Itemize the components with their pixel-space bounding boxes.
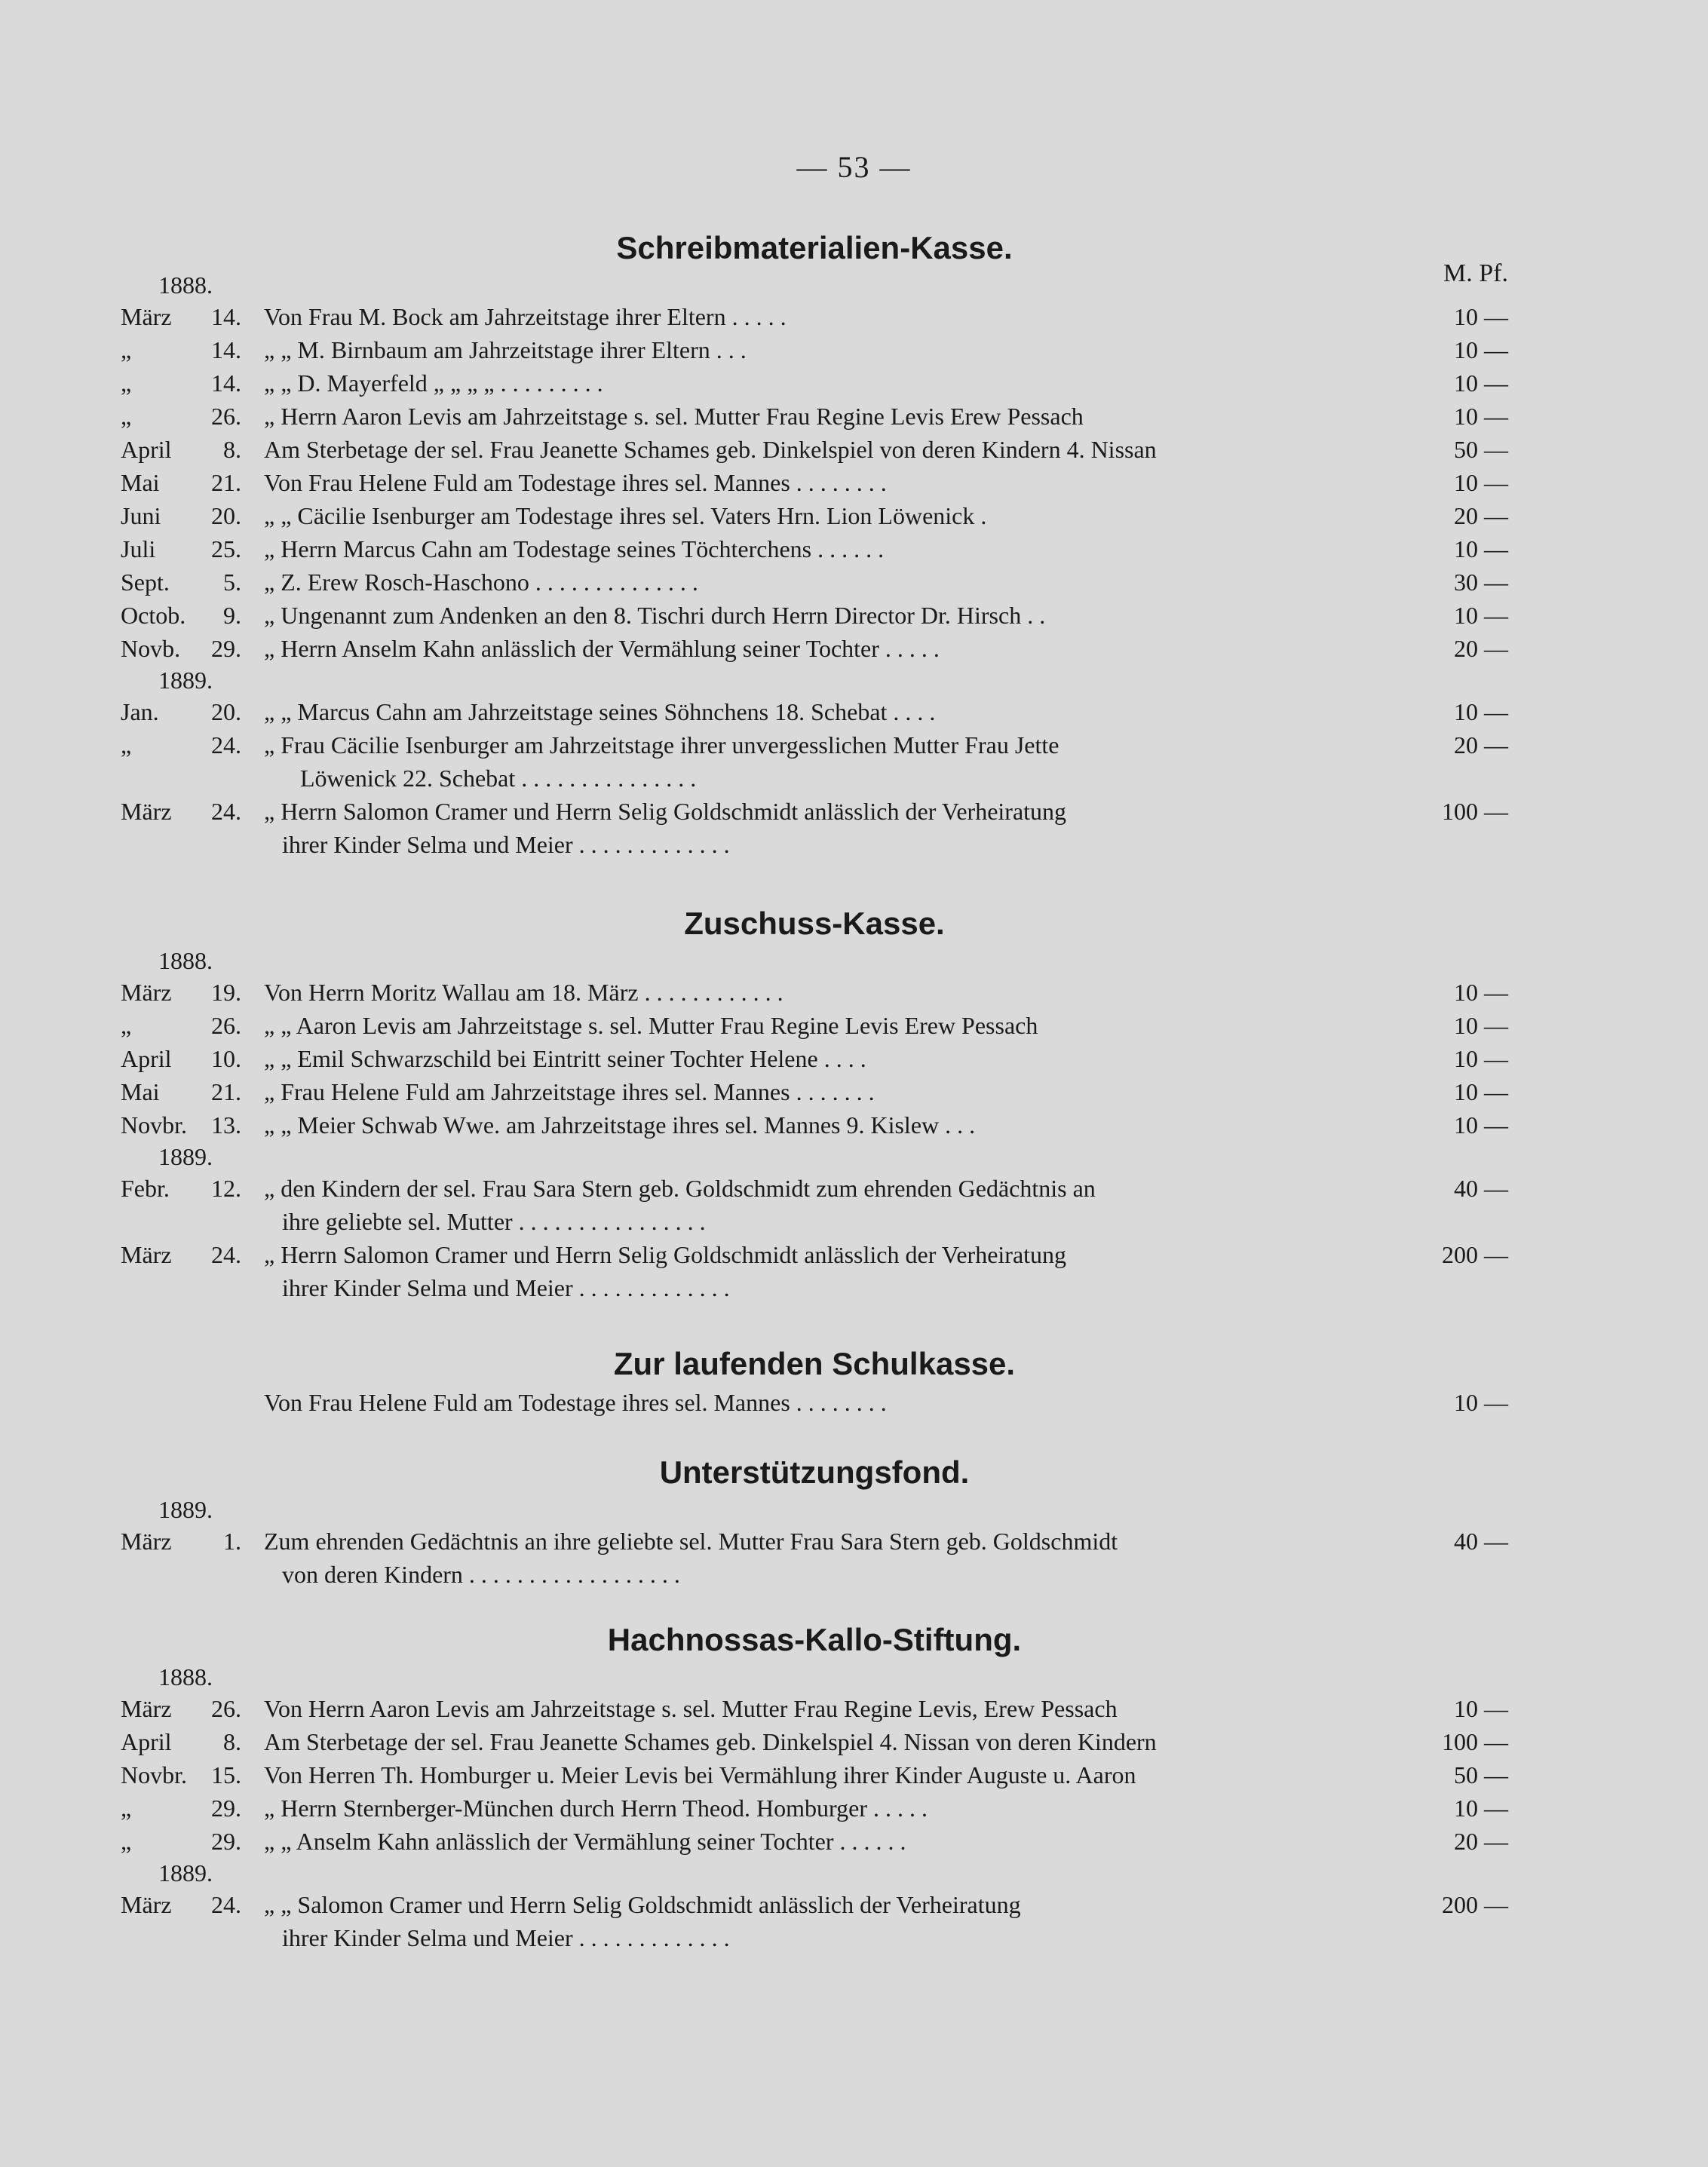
entry-amount: 10 — bbox=[1454, 1695, 1508, 1722]
entry-month: Octob. bbox=[121, 602, 186, 629]
entry-month: März bbox=[121, 1528, 172, 1555]
entry-amount: 10 — bbox=[1454, 602, 1508, 629]
entry-description: „ „ Cäcilie Isenburger am Todestage ihres sel. Vaters Hrn. Lion Löwenick . bbox=[264, 502, 987, 529]
entry-description: Von Herren Th. Homburger u. Meier Levis bei Vermählung ihrer Kinder Auguste u. Aaron bbox=[264, 1761, 1136, 1788]
entry-day: 14. bbox=[211, 369, 241, 397]
entry-description: „ „ Emil Schwarzschild bei Eintritt seiner Tochter Helene . . . . bbox=[264, 1045, 866, 1072]
section-unterstuetzungsfond bbox=[121, 1451, 1508, 1591]
section-title: Hachnossas-Kallo-Stiftung. bbox=[607, 1622, 1022, 1657]
ledger-row bbox=[121, 566, 1508, 599]
year-label: 1889. bbox=[158, 667, 213, 694]
entry-month: April bbox=[121, 436, 172, 463]
entry-amount: 50 — bbox=[1454, 436, 1508, 463]
entry-day: 19. bbox=[211, 979, 241, 1006]
ledger-row bbox=[121, 695, 1508, 728]
entry-amount: 10 — bbox=[1454, 1111, 1508, 1139]
entry-day: 24. bbox=[211, 1241, 241, 1268]
entry-day: 13. bbox=[211, 1111, 241, 1139]
entry-day: 24. bbox=[211, 798, 241, 825]
ledger-row bbox=[121, 1792, 1508, 1825]
entry-list bbox=[121, 1386, 1508, 1419]
entry-description: „ „ Marcus Cahn am Jahrzeitstage seines Söhnchens 18. Schebat . . . . bbox=[264, 698, 936, 725]
entry-month: März bbox=[121, 1695, 172, 1722]
entry-description: Am Sterbetage der sel. Frau Jeanette Schames geb. Dinkelspiel von deren Kindern 4. Nissan bbox=[264, 436, 1157, 463]
entry-month: „ bbox=[121, 1828, 132, 1855]
entry-amount: 40 — bbox=[1454, 1528, 1508, 1555]
entry-description: „ Herrn Anselm Kahn anlässlich der Vermählung seiner Tochter . . . . . bbox=[264, 635, 940, 662]
entry-amount: 50 — bbox=[1454, 1761, 1508, 1788]
ledger-row bbox=[121, 1525, 1508, 1591]
entry-month: April bbox=[121, 1045, 172, 1072]
section-title: Unterstützungsfond. bbox=[659, 1454, 970, 1490]
entry-description: „ Herrn Marcus Cahn am Todestage seines Töchterchens . . . . . . bbox=[264, 535, 885, 562]
section-title: Schreibmaterialien-Kasse. bbox=[616, 230, 1013, 265]
entry-day: 25. bbox=[211, 535, 241, 562]
entry-day: 21. bbox=[211, 1078, 241, 1105]
year-label: 1889. bbox=[158, 1859, 213, 1887]
entry-amount: 100 — bbox=[1442, 798, 1508, 825]
ledger-row bbox=[121, 499, 1508, 532]
ledger-row bbox=[121, 1009, 1508, 1042]
entry-description: „ Herrn Salomon Cramer und Herrn Selig Goldschmidt anlässlich der Verheiratung ihrer Kinder Selma und Meier . . . . . . . . . . . . . bbox=[264, 1241, 1067, 1301]
entry-month: Febr. bbox=[121, 1175, 170, 1202]
entry-description: „ Frau Helene Fuld am Jahrzeitstage ihres sel. Mannes . . . . . . . bbox=[264, 1078, 875, 1105]
entry-amount: 20 — bbox=[1454, 635, 1508, 662]
entry-day: 14. bbox=[211, 336, 241, 363]
entry-day: 10. bbox=[211, 1045, 241, 1072]
entry-month: März bbox=[121, 303, 172, 330]
section-title: Zur laufenden Schulkasse. bbox=[613, 1346, 1016, 1381]
entry-description: Von Frau M. Bock am Jahrzeitstage ihrer Eltern . . . . . bbox=[264, 303, 787, 330]
ledger-row bbox=[121, 1825, 1508, 1858]
entry-description: „ Ungenannt zum Andenken an den 8. Tischri durch Herrn Director Dr. Hirsch . . bbox=[264, 602, 1046, 629]
entry-description: „ „ Aaron Levis am Jahrzeitstage s. sel. Mutter Frau Regine Levis Erew Pessach bbox=[264, 1012, 1038, 1039]
entry-month: Jan. bbox=[121, 698, 159, 725]
entry-amount: 200 — bbox=[1442, 1241, 1508, 1268]
entry-day: 9. bbox=[223, 602, 241, 629]
entry-description: „ Z. Erew Rosch-Haschono . . . . . . . . . . . . . . bbox=[264, 569, 698, 596]
section-hachnossas-kallo bbox=[121, 1618, 1508, 1954]
entry-description: „ „ Salomon Cramer und Herrn Selig Goldschmidt anlässlich der Verheiratung ihrer Kinder Selma und Meier . . . . . . . . . . . . . bbox=[264, 1891, 1021, 1951]
entry-day: 14. bbox=[211, 303, 241, 330]
entry-description: Von Frau Helene Fuld am Todestage ihres sel. Mannes . . . . . . . . bbox=[264, 469, 887, 496]
ledger-row bbox=[121, 1108, 1508, 1142]
entry-day: 1. bbox=[223, 1528, 241, 1555]
year-label: 1888. bbox=[158, 271, 213, 299]
year-label: 1889. bbox=[158, 1496, 213, 1523]
entry-day: 8. bbox=[223, 1728, 241, 1755]
entry-month: „ bbox=[121, 1012, 132, 1039]
entry-day: 8. bbox=[223, 436, 241, 463]
year-label: 1889. bbox=[158, 1143, 213, 1170]
entry-day: 24. bbox=[211, 731, 241, 759]
ledger-row bbox=[121, 1042, 1508, 1075]
entry-day: 26. bbox=[211, 1695, 241, 1722]
entry-list bbox=[121, 1662, 1508, 1954]
ledger-row bbox=[121, 599, 1508, 632]
entry-description: Zum ehrenden Gedächtnis an ihre geliebte sel. Mutter Frau Sara Stern geb. Goldschmidt von deren Kindern . . . . . . . . . . . . . . . . . . bbox=[264, 1528, 1118, 1588]
entry-description: Am Sterbetage der sel. Frau Jeanette Schames geb. Dinkelspiel 4. Nissan von deren Kindern bbox=[264, 1728, 1157, 1755]
ledger-row bbox=[121, 1888, 1508, 1954]
entry-amount: 10 — bbox=[1454, 535, 1508, 562]
ledger-row bbox=[121, 300, 1508, 333]
entry-day: 29. bbox=[211, 1828, 241, 1855]
entry-list bbox=[121, 270, 1508, 861]
ledger-row bbox=[121, 466, 1508, 499]
entry-amount: 20 — bbox=[1454, 731, 1508, 759]
entry-amount: 10 — bbox=[1454, 403, 1508, 430]
entry-list bbox=[121, 1494, 1508, 1591]
entry-month: Novbr. bbox=[121, 1111, 187, 1139]
entry-amount: 40 — bbox=[1454, 1175, 1508, 1202]
entry-month: April bbox=[121, 1728, 172, 1755]
entry-description: „ „ Anselm Kahn anlässlich der Vermählung seiner Tochter . . . . . . bbox=[264, 1828, 906, 1855]
currency-header: M. Pf. bbox=[1443, 259, 1508, 287]
entry-amount: 10 — bbox=[1454, 1795, 1508, 1822]
ledger-row bbox=[121, 400, 1508, 433]
entry-month: „ bbox=[121, 1795, 132, 1822]
entry-day: 12. bbox=[211, 1175, 241, 1202]
entry-description: „ Herrn Aaron Levis am Jahrzeitstage s. sel. Mutter Frau Regine Levis Erew Pessach bbox=[264, 403, 1084, 430]
section-schulkasse bbox=[121, 1342, 1508, 1419]
entry-description: „ Frau Cäcilie Isenburger am Jahrzeitstage ihrer unvergesslichen Mutter Frau Jette Löwenick 22. Schebat . . . . . . . . . . . . . . . bbox=[264, 731, 1059, 792]
entry-amount: 10 — bbox=[1454, 1045, 1508, 1072]
ledger-row bbox=[121, 1692, 1508, 1725]
ledger-row bbox=[121, 795, 1508, 861]
ledger-row bbox=[121, 1172, 1508, 1238]
entry-day: 26. bbox=[211, 1012, 241, 1039]
entry-amount: 10 — bbox=[1454, 979, 1508, 1006]
entry-description: Von Herrn Aaron Levis am Jahrzeitstage s. sel. Mutter Frau Regine Levis, Erew Pessach bbox=[264, 1695, 1118, 1722]
entry-month: „ bbox=[121, 369, 132, 397]
ledger-row bbox=[121, 728, 1508, 795]
ledger-row bbox=[121, 1075, 1508, 1108]
entry-description: Von Frau Helene Fuld am Todestage ihres sel. Mannes . . . . . . . . bbox=[264, 1389, 887, 1416]
entry-amount: 10 — bbox=[1454, 303, 1508, 330]
entry-description: „ „ Meier Schwab Wwe. am Jahrzeitstage ihres sel. Mannes 9. Kislew . . . bbox=[264, 1111, 976, 1139]
entry-amount: 10 — bbox=[1454, 336, 1508, 363]
section-zuschuss bbox=[121, 902, 1508, 1304]
entry-month: März bbox=[121, 798, 172, 825]
entry-amount: 100 — bbox=[1442, 1728, 1508, 1755]
entry-list bbox=[121, 946, 1508, 1304]
ledger-row bbox=[121, 976, 1508, 1009]
entry-amount: 20 — bbox=[1454, 1828, 1508, 1855]
entry-month: März bbox=[121, 1891, 172, 1918]
entry-day: 24. bbox=[211, 1891, 241, 1918]
ledger-row bbox=[121, 333, 1508, 366]
ledger-row bbox=[121, 632, 1508, 665]
entry-month: „ bbox=[121, 336, 132, 363]
entry-month: Sept. bbox=[121, 569, 170, 596]
entry-month: „ bbox=[121, 731, 132, 759]
ledger-row bbox=[121, 366, 1508, 400]
ledger-row bbox=[121, 532, 1508, 566]
entry-amount: 30 — bbox=[1454, 569, 1508, 596]
entry-month: März bbox=[121, 1241, 172, 1268]
entry-description: „ „ M. Birnbaum am Jahrzeitstage ihrer Eltern . . . bbox=[264, 336, 747, 363]
ledger-row bbox=[121, 1725, 1508, 1758]
entry-amount: 10 — bbox=[1454, 369, 1508, 397]
entry-day: 29. bbox=[211, 1795, 241, 1822]
entry-day: 15. bbox=[211, 1761, 241, 1788]
ledger-row bbox=[121, 433, 1508, 466]
entry-day: 20. bbox=[211, 502, 241, 529]
entry-description: „ „ D. Mayerfeld „ „ „ „ . . . . . . . . . bbox=[264, 369, 603, 397]
entry-amount: 200 — bbox=[1442, 1891, 1508, 1918]
entry-description: Von Herrn Moritz Wallau am 18. März . . . . . . . . . . . . bbox=[264, 979, 783, 1006]
section-schreibmaterialien bbox=[121, 226, 1508, 861]
entry-day: 5. bbox=[223, 569, 241, 596]
entry-day: 20. bbox=[211, 698, 241, 725]
entry-day: 21. bbox=[211, 469, 241, 496]
entry-description: „ den Kindern der sel. Frau Sara Stern geb. Goldschmidt zum ehrenden Gedächtnis an ihre geliebte sel. Mutter . . . . . . . . . . . . . . . . bbox=[264, 1175, 1096, 1235]
entry-month: Mai bbox=[121, 1078, 160, 1105]
entry-amount: 20 — bbox=[1454, 502, 1508, 529]
entry-amount: 10 — bbox=[1454, 1078, 1508, 1105]
ledger-row bbox=[121, 1238, 1508, 1304]
entry-month: März bbox=[121, 979, 172, 1006]
entry-amount: 10 — bbox=[1454, 469, 1508, 496]
entry-day: 29. bbox=[211, 635, 241, 662]
entry-amount: 10 — bbox=[1454, 1012, 1508, 1039]
entry-month: Juli bbox=[121, 535, 156, 562]
entry-amount: 10 — bbox=[1454, 1389, 1508, 1416]
ledger-row bbox=[121, 1386, 1508, 1419]
entry-description: „ Herrn Sternberger-München durch Herrn Theod. Homburger . . . . . bbox=[264, 1795, 928, 1822]
entry-month: Mai bbox=[121, 469, 160, 496]
year-label: 1888. bbox=[158, 947, 213, 974]
entry-month: Novbr. bbox=[121, 1761, 187, 1788]
entry-description: „ Herrn Salomon Cramer und Herrn Selig Goldschmidt anlässlich der Verheiratung ihrer Kinder Selma und Meier . . . . . . . . . . . . . bbox=[264, 798, 1067, 858]
entry-month: Novb. bbox=[121, 635, 181, 662]
entry-day: 26. bbox=[211, 403, 241, 430]
section-title: Zuschuss-Kasse. bbox=[684, 906, 945, 941]
ledger-row bbox=[121, 1758, 1508, 1792]
year-label: 1888. bbox=[158, 1663, 213, 1690]
entry-month: „ bbox=[121, 403, 132, 430]
page-number: — 53 — bbox=[796, 150, 912, 184]
entry-month: Juni bbox=[121, 502, 161, 529]
entry-amount: 10 — bbox=[1454, 698, 1508, 725]
